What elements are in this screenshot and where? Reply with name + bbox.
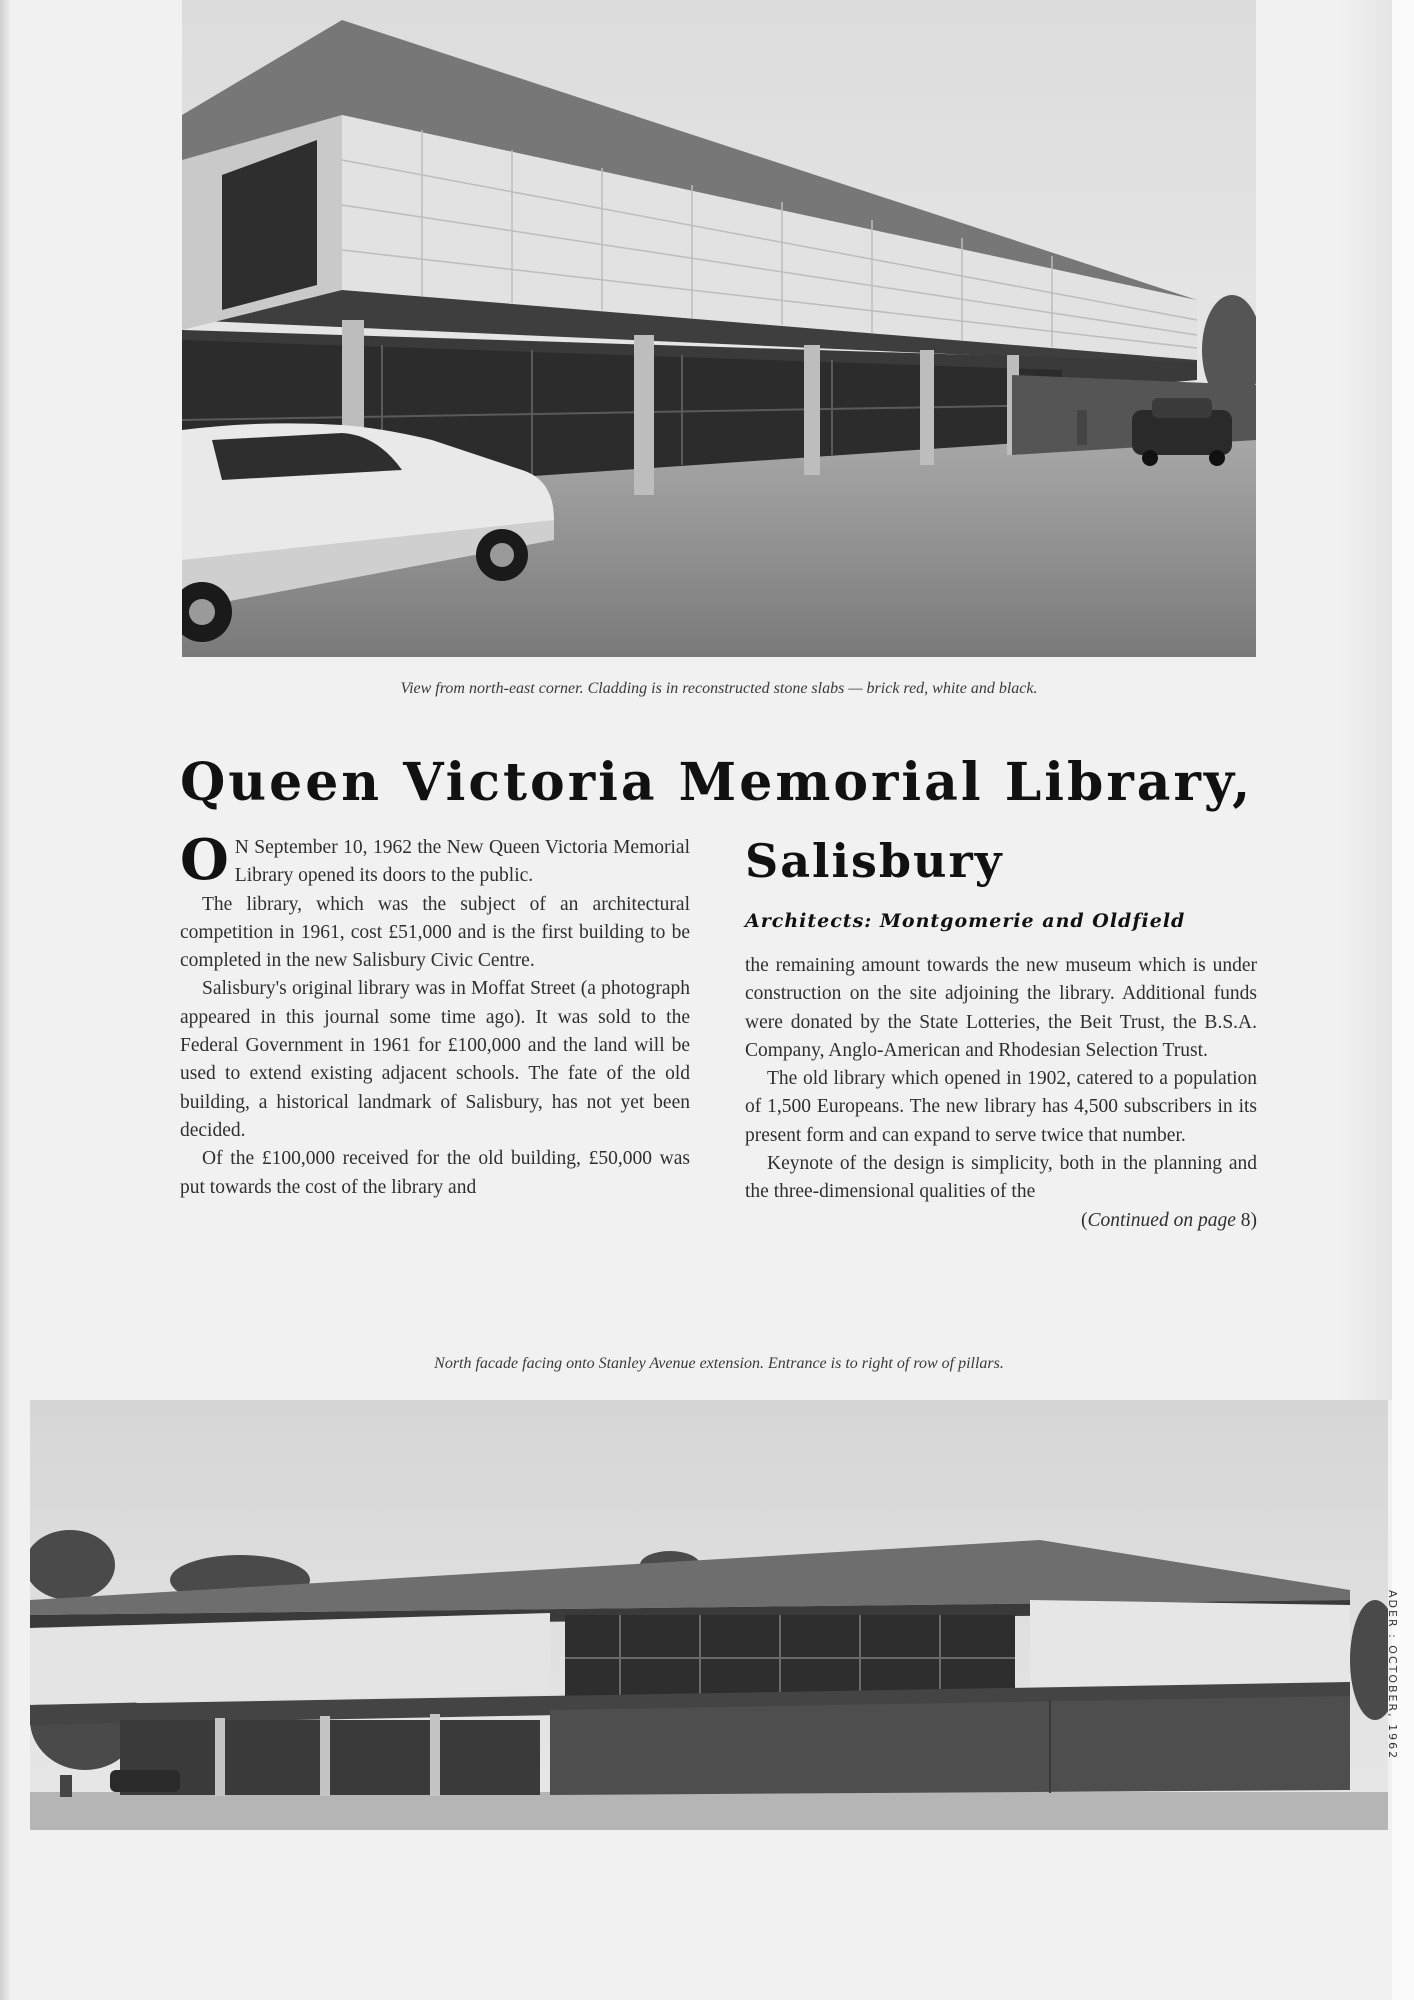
article-title: Queen Victoria Memorial Library, [180,752,1254,813]
paragraph: Keynote of the design is simplicity, both in the planning and the three-dimensional qualities of the [745,1153,1257,1203]
paragraph: The library, which was the subject of an architectural competition in 1961, cost £51,000 and is the first building to be completed in the new Salisbury Civic Centre. [180,893,690,972]
architects-credit: Architects: Montgomerie and Oldfield [745,910,1186,932]
paragraph: The old library which opened in 1902, catered to a population of 1,500 Europeans. The new library has 4,500 subscribers in its present form and can expand to serve twice that number. [745,1068,1257,1146]
article-column-right [745,952,1257,1235]
photo-north-east-corner [182,0,1256,657]
paragraph: the remaining amount towards the new museum which is under construction on the site adjoining the library. Additional funds were donated by the State Lotteries, the Beit Trust, the B.S.A. Company, Anglo-American and Rhodesian Selection Trust. [745,955,1257,1061]
paragraph: Salisbury's original library was in Moffat Street (a photograph appeared in this journal some time ago). It was sold to the Federal Government in 1961 for £100,000 and the land will be used to extend existing adjacent schools. The fate of the old building, a historical landmark of Salisbury, has not yet been decided. [180,978,690,1141]
paragraph: O N September 10, 1962 the New Queen Victoria Memorial Library opened its doors to the public. [180,827,690,893]
article-column-left [180,827,690,1202]
torn-edge [1340,0,1396,1400]
photo-caption-bottom: North facade facing onto Stanley Avenue extension. Entrance is to right of row of pillars. [434,1355,1004,1372]
drop-cap: O [180,827,229,893]
continued-note: (Continued on page 8) [1080,1209,1257,1231]
photo-north-facade [30,1400,1388,1830]
paragraph: Of the £100,000 received for the old building, £50,000 was put towards the cost of the library and [180,1148,690,1198]
margin-journal-date: ADER : OCTOBER, 1962 [1386,1590,1399,1761]
page-edge [0,0,10,2000]
photo-caption-top: View from north-east corner. Cladding is in reconstructed stone slabs — brick red, white and black. [400,680,1038,697]
article-title-continued: Salisbury [745,834,1004,888]
